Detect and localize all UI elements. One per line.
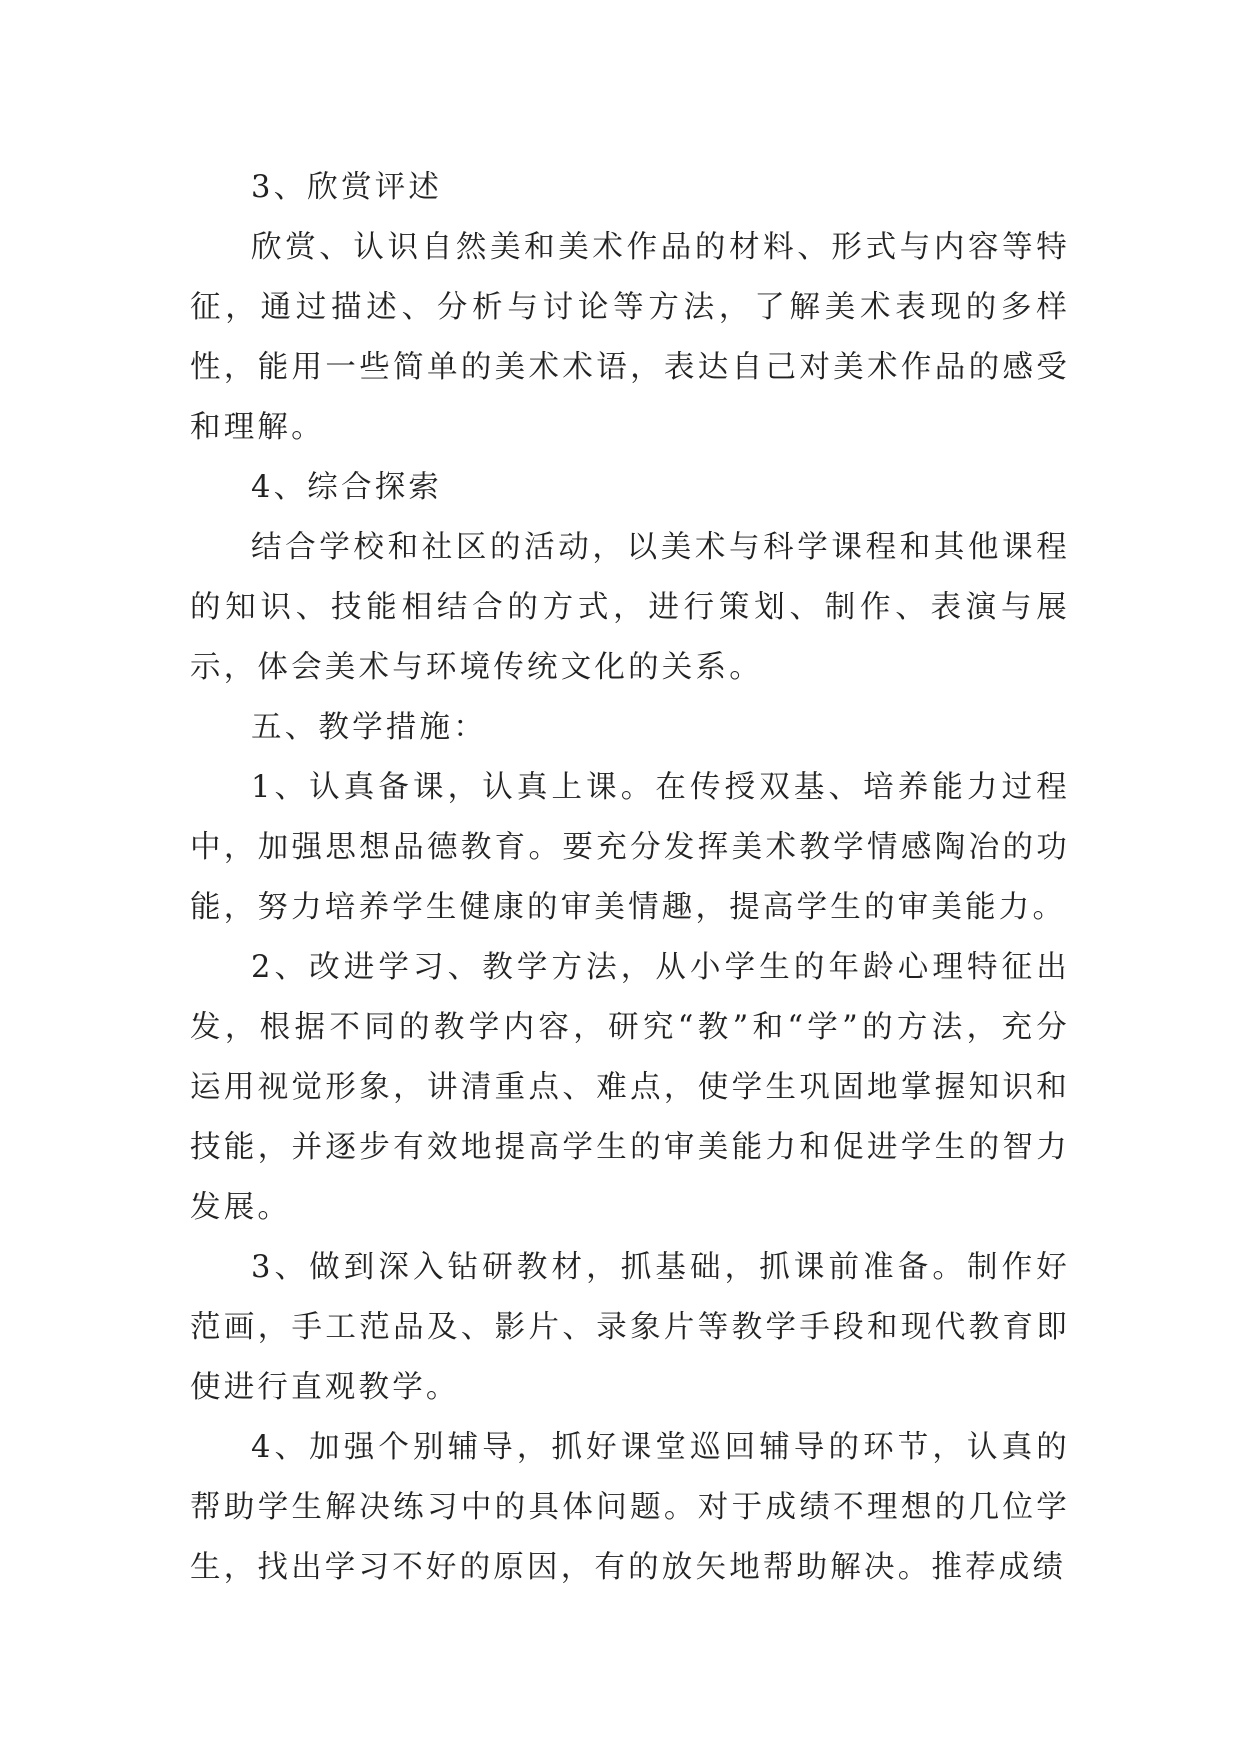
paragraph-measure-4: 4、加强个别辅导，抓好课堂巡回辅导的环节，认真的帮助学生解决练习中的具体问题。对于成绩不理想的几位学生，找出学习不好的原因，有的放矢地帮助解决。推荐成绩: [190, 1430, 1070, 1585]
paragraph-measure-1: 1、认真备课，认真上课。在传授双基、培养能力过程中，加强思想品德教育。要充分发挥美术教学情感陶冶的功能，努力培养学生健康的审美情趣，提高学生的审美能力。: [190, 770, 1070, 925]
paragraph-exploration: 结合学校和社区的活动，以美术与科学课程和其他课程的知识、技能相结合的方式，进行策划、制作、表演与展示，体会美术与环境传统文化的关系。: [190, 530, 1070, 685]
document-body: [190, 158, 1070, 1598]
paragraph-appreciation: 欣赏、认识自然美和美术作品的材料、形式与内容等特征，通过描述、分析与讨论等方法，了解美术表现的多样性，能用一些简单的美术术语，表达自己对美术作品的感受和理解。: [190, 230, 1070, 445]
paragraph-measure-2: 2、改进学习、教学方法，从小学生的年龄心理特征出发，根据不同的教学内容，研究“教”和“学”的方法，充分运用视觉形象，讲清重点、难点，使学生巩固地掌握知识和技能，并逐步有效地提高学生的审美能力和促进学生的智力发展。: [190, 950, 1070, 1225]
subheading-exploration: 4、综合探索: [251, 470, 443, 505]
subheading-appreciation: 3、欣赏评述: [251, 170, 443, 205]
section-heading-teaching-measures: 五、教学措施：: [251, 710, 487, 745]
paragraph-measure-3: 3、做到深入钻研教材，抓基础，抓课前准备。制作好范画，手工范品及、影片、录象片等教学手段和现代教育即使进行直观教学。: [190, 1250, 1070, 1405]
